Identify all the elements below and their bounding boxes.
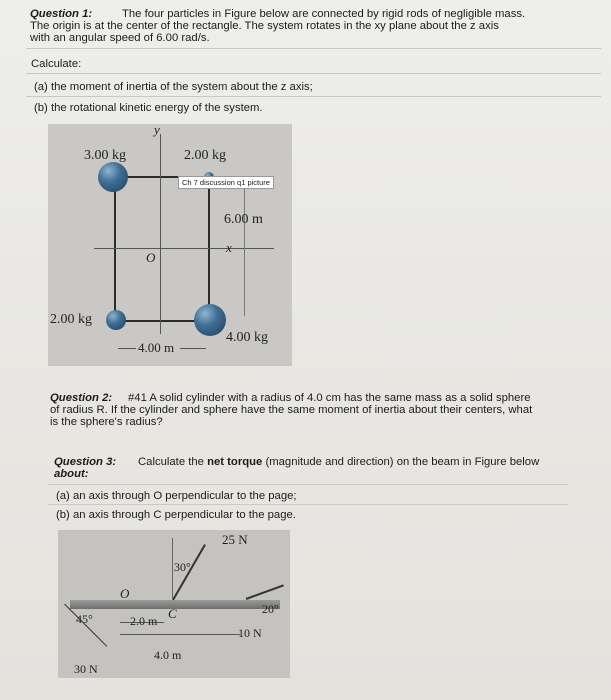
- x-axis-label: x: [226, 240, 232, 255]
- q3-line1-bold: net torque: [207, 456, 263, 468]
- divider: [26, 73, 601, 74]
- force-30n-label: 30 N: [74, 662, 98, 676]
- figure-1: [48, 124, 292, 366]
- q3-about: about:: [54, 468, 89, 480]
- q1-line1: The four particles in Figure below are connected by rigid rods of negligible mass.: [122, 8, 526, 20]
- q2-line3: is the sphere's radius?: [50, 416, 163, 428]
- figure-2: [58, 530, 290, 678]
- vertical-reference-line: [172, 538, 173, 600]
- mass-top-left: [98, 162, 128, 192]
- force-10n-label: 10 N: [238, 626, 262, 640]
- dimension-line-vertical: [244, 176, 245, 316]
- angle-45-label: 45°: [76, 612, 93, 626]
- q1-line2: The origin is at the center of the rectangle. The system rotates in the xy plane about the z axis: [30, 20, 499, 32]
- y-axis: [160, 134, 161, 334]
- q3-part-b: (b) an axis through C perpendicular to the page.: [56, 509, 296, 521]
- dimension-4m: [120, 634, 240, 635]
- x-axis: [94, 248, 274, 249]
- width-arrow-right: [180, 348, 206, 349]
- mass-bottom-right: [194, 304, 226, 336]
- length-2m-label: 2.0 m: [130, 614, 158, 628]
- q3-line1-pre: Calculate the: [138, 456, 208, 468]
- rod-right: [208, 176, 210, 322]
- mass-bottom-left-label: 2.00 kg: [50, 312, 92, 327]
- q3-heading: Question 3:: [54, 456, 117, 468]
- point-c-label: C: [168, 606, 177, 621]
- q1-part-a: (a) the moment of inertia of the system about the z axis;: [34, 81, 313, 93]
- q1-calculate: Calculate:: [31, 58, 82, 70]
- length-4m-label: 4.0 m: [154, 648, 182, 662]
- divider: [48, 504, 568, 505]
- width-dimension-label: 4.00 m: [138, 340, 175, 355]
- q2-line1: #41 A solid cylinder with a radius of 4.0 cm has the same mass as a solid sphere: [128, 392, 531, 404]
- origin-o-label: O: [120, 586, 130, 601]
- rod-left: [114, 176, 116, 322]
- q3-line1: [138, 456, 539, 468]
- height-dimension-label: 6.00 m: [224, 212, 263, 227]
- q1-line3: with an angular speed of 6.00 rad/s.: [30, 32, 210, 44]
- q1-heading: Question 1:: [30, 8, 93, 20]
- q2-line2: of radius R. If the cylinder and sphere have the same moment of inertia about their centers, what: [50, 404, 533, 416]
- angle-30-label: 30°: [174, 560, 191, 574]
- q3-part-a: (a) an axis through O perpendicular to the page;: [56, 490, 297, 502]
- angle-20-label: 20°: [262, 602, 279, 616]
- q3-line1-post: (magnitude and direction) on the beam in Figure below: [262, 456, 540, 468]
- width-arrow-left: [118, 348, 136, 349]
- divider: [26, 96, 601, 97]
- divider: [26, 48, 601, 49]
- mass-bottom-left: [106, 310, 126, 330]
- divider: [48, 484, 568, 485]
- force-10n-arrow: [246, 584, 284, 600]
- figure-caption: Ch 7 discussion q1 picture: [178, 176, 274, 189]
- q2-heading: Question 2:: [50, 392, 113, 404]
- y-axis-label: y: [154, 122, 160, 137]
- mass-bottom-right-label: 4.00 kg: [226, 330, 268, 345]
- mass-top-right-label: 2.00 kg: [184, 148, 226, 163]
- q1-part-b: (b) the rotational kinetic energy of the system.: [34, 102, 263, 114]
- origin-label: O: [146, 250, 156, 265]
- mass-top-left-label: 3.00 kg: [84, 148, 126, 163]
- force-25n-label: 25 N: [222, 532, 248, 547]
